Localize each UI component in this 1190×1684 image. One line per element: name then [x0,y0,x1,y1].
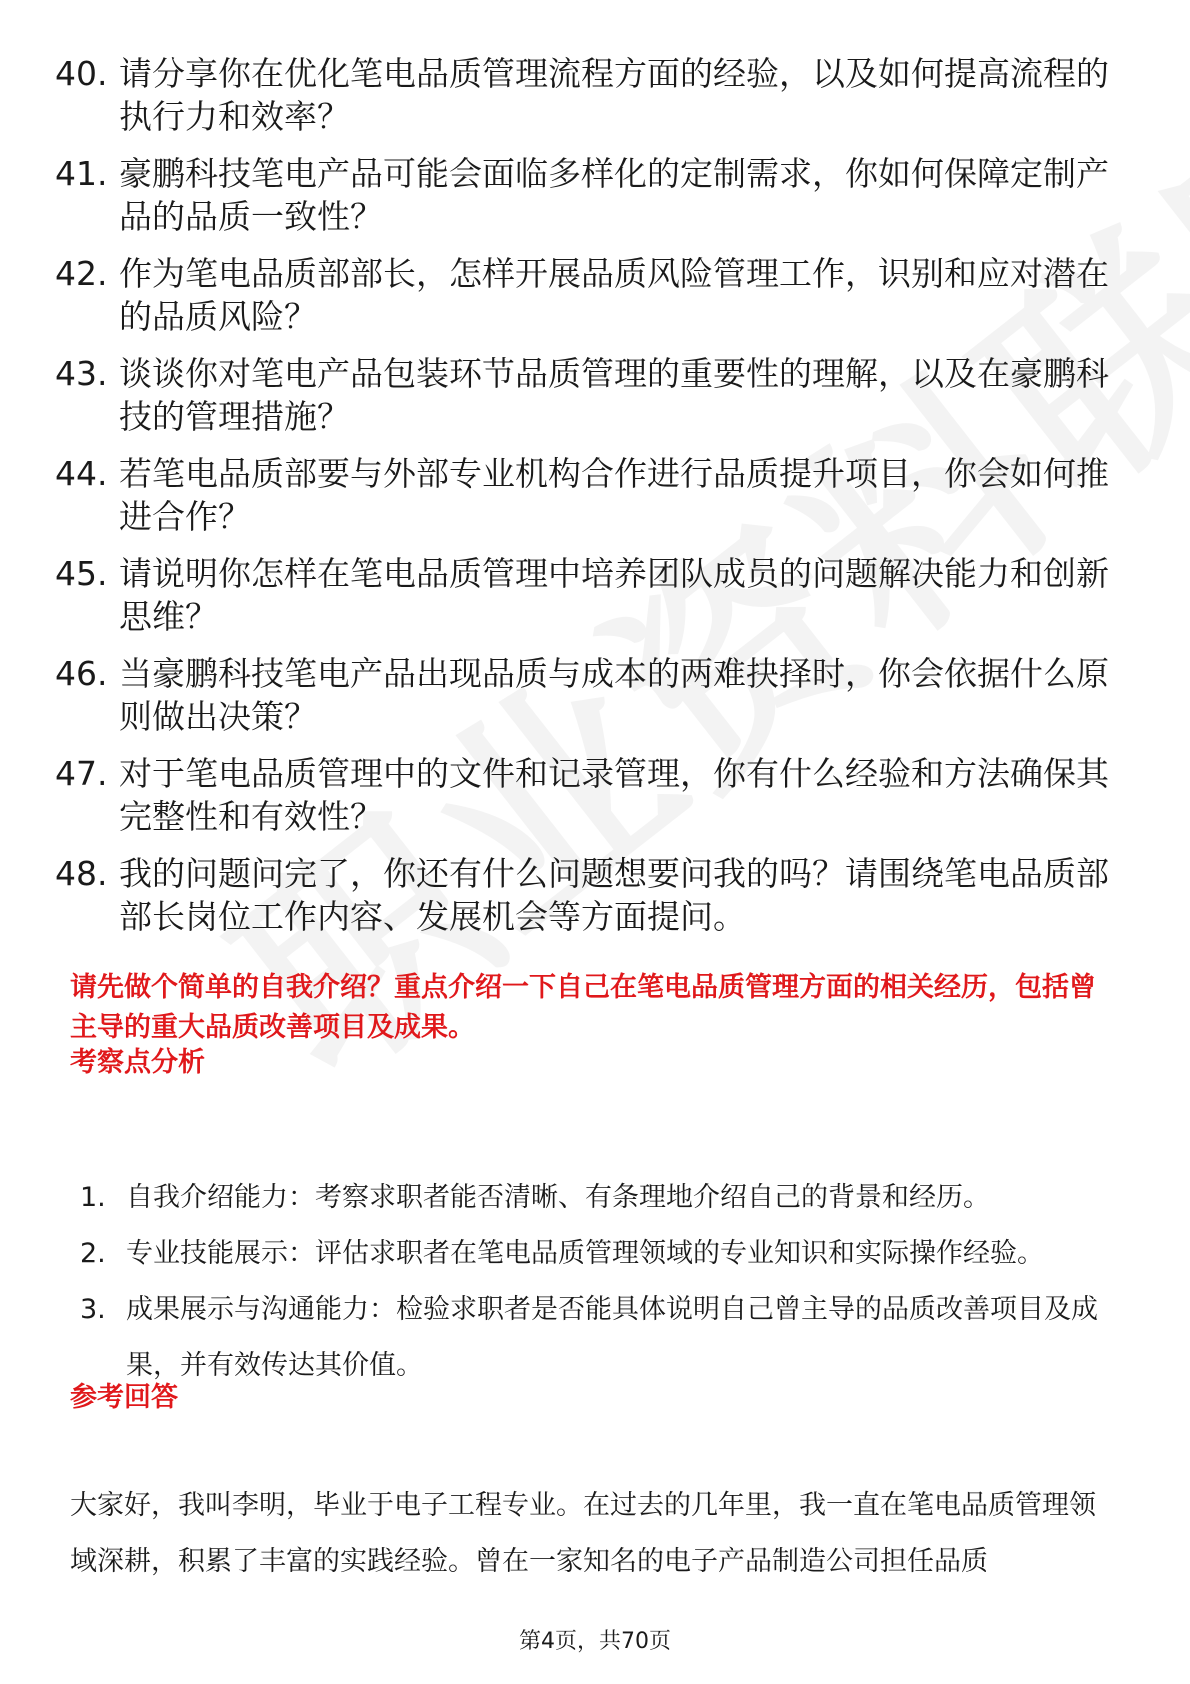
question-text: 请分享你在优化笔电品质管理流程方面的经验，以及如何提高流程的执行力和效率？ [119,54,1109,136]
question-text: 作为笔电品质部部长，怎样开展品质风险管理工作，识别和应对潜在的品质风险？ [119,254,1109,336]
question-item [55,52,1115,138]
question-number: 40. [55,54,108,93]
question-number: 43. [55,354,108,393]
question-text: 若笔电品质部要与外部专业机构合作进行品质提升项目，你会如何推进合作？ [119,454,1109,536]
question-number: 41. [55,154,108,193]
question-text: 当豪鹏科技笔电产品出现品质与成本的两难抉择时，你会依据什么原则做出决策？ [119,654,1109,736]
question-list [55,52,1115,952]
analysis-number: 2. [80,1238,106,1269]
analysis-item [80,1282,1120,1394]
question-item [55,452,1115,538]
analysis-list [80,1170,1120,1394]
reference-answer: 大家好，我叫李明，毕业于电子工程专业。在过去的几年里，我一直在笔电品质管理领域深耕，积累了丰富的实践经验。曾在一家知名的电子产品制造公司担任品质 [70,1490,1096,1577]
question-text: 谈谈你对笔电产品包装环节品质管理的重要性的理解，以及在豪鹏科技的管理措施？ [119,354,1109,436]
question-item [55,252,1115,338]
question-number: 46. [55,654,108,693]
highlight-question: 请先做个简单的自我介绍？重点介绍一下自己在笔电品质管理方面的相关经历，包括曾主导的重大品质改善项目及成果。 [70,972,1096,1043]
question-number: 48. [55,854,108,893]
question-number: 44. [55,454,108,493]
analysis-item [80,1226,1120,1282]
analysis-title: 考察点分析 [70,1047,205,1078]
question-item [55,852,1115,938]
question-text: 对于笔电品质管理中的文件和记录管理，你有什么经验和方法确保其完整性和有效性？ [119,754,1109,836]
analysis-number: 3. [80,1294,106,1325]
page-footer: 第4页，共70页 [519,1629,671,1654]
question-text: 请说明你怎样在笔电品质管理中培养团队成员的问题解决能力和创新思维？ [119,554,1109,636]
analysis-text: 成果展示与沟通能力：检验求职者是否能具体说明自己曾主导的品质改善项目及成果，并有效传达其价值。 [126,1294,1098,1381]
question-text: 我的问题问完了，你还有什么问题想要问我的吗？请围绕笔电品质部部长岗位工作内容、发展机会等方面提问。 [119,854,1109,936]
question-number: 42. [55,254,108,293]
analysis-text: 专业技能展示：评估求职者在笔电品质管理领域的专业知识和实际操作经验。 [126,1238,1044,1269]
question-item [55,152,1115,238]
analysis-item [80,1170,1120,1226]
question-item [55,752,1115,838]
reference-title: 参考回答 [70,1382,178,1413]
question-text: 豪鹏科技笔电产品可能会面临多样化的定制需求，你如何保障定制产品的品质一致性？ [119,154,1109,236]
question-number: 45. [55,554,108,593]
question-number: 47. [55,754,108,793]
analysis-text: 自我介绍能力：考察求职者能否清晰、有条理地介绍自己的背景和经历。 [126,1182,990,1213]
analysis-number: 1. [80,1182,106,1213]
question-item [55,652,1115,738]
question-item [55,552,1115,638]
question-item [55,352,1115,438]
